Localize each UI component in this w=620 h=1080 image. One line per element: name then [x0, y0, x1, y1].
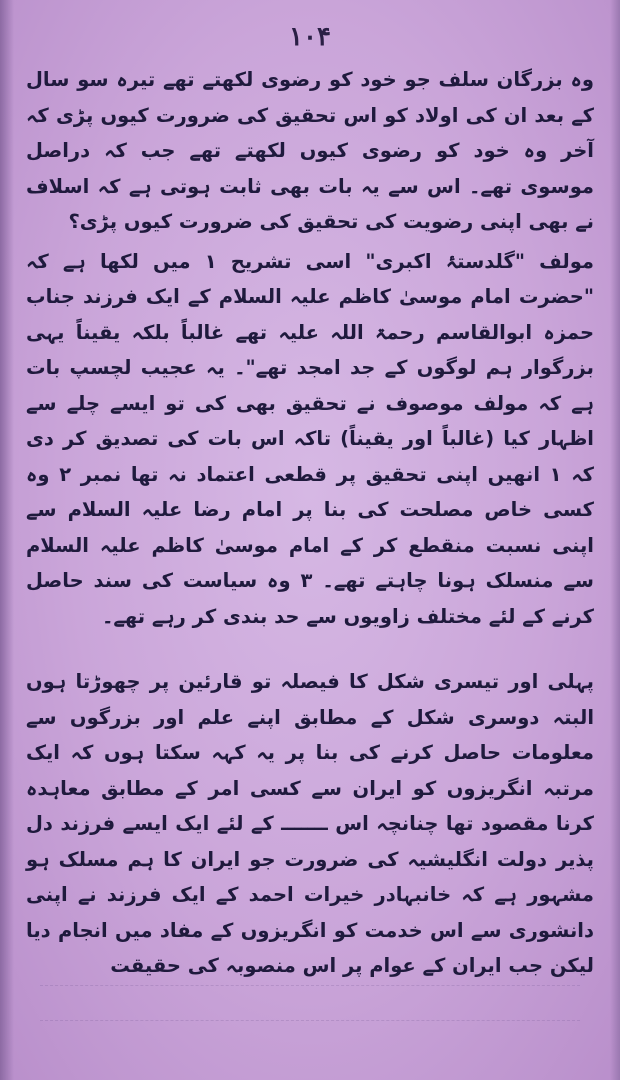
page-shadow-left: [0, 0, 14, 1080]
page-shadow-right: [610, 0, 620, 1080]
paragraph-1: وہ بزرگان سلف جو خود کو رضوی لکھتے تھے تیرہ سو سال کے بعد ان کی اولاد کو اس تحقیق کی ضرورت کیوں پڑی کہ آخر وہ خود کو رضوی کیوں لکھتے تھے جب کہ دراصل موسوی تھے۔ اس سے یہ بات بھی ثابت ہوتی ہے کہ اسلاف نے بھی اپنی رضویت کی تحقیق کی ضرورت کیوں پڑی؟: [26, 68, 594, 233]
page-number: ۱۰۴: [289, 22, 331, 52]
bleed-through-line: [40, 985, 580, 1004]
paragraph-2: مولف "گلدستۂ اکبری" اسی تشریح ۱ میں لکھا ہے کہ "حضرت امام موسیٰ کاظم علیہ السلام کے ایک فرزند جناب حمزہ ابوالقاسم رحمۃ اللہ علیہ تھے غالباً بلکہ یقیناً یہی بزرگوار ہم لوگوں کے جد امجد تھے"۔ یہ عجیب لچسپ بات ہے کہ مولف موصوف نے تحقیق بھی کی تو ایسے چلے سے اظہار کیا (غالباً اور یقیناً) تاکہ اس بات کی تصدیق کر دی کہ ۱ انھیں اپنی تحقیق پر قطعی اعتماد نہ تھا نمبر ۲ وہ کسی خاص مصلحت کی بنا پر امام رضا علیہ السلام سے اپنی نسبت منقطع کر کے امام موسیٰ کاظم علیہ السلام سے منسلک ہونا چاہتے تھے۔ ۳ وہ سیاست کی سند حاصل کرنے کے لئے مختلف زاویوں سے حد بندی کر رہے تھے۔: [26, 249, 594, 628]
paragraph-3: پہلی اور تیسری شکل کا فیصلہ تو قارئین پر چھوڑتا ہوں البتہ دوسری شکل کے مطابق اپنے علم اور بزرگوں سے معلومات حاصل کرنے کی بنا پر یہ کہہ سکتا ہوں کہ ایک مرتبہ انگریزوں کو ایران سے کسی امر کے مطابق معاہدہ کرنا مقصود تھا چنانچہ اس ـــــــ کے لئے ایک ایسے فرزند دل پذیر دولت انگلیشیہ کی ضرورت جو ایران کا ہم مسلک ہو مشہور ہے کہ خانبہادر خیرات احمد کے ایک فرزند نے اپنی دانشوری سے اس خدمت کو انگریزوں کے مفاد میں انجام دیا لیکن جب ایران کے عوام پر اس منصوبہ کی حقیقت: [26, 670, 594, 977]
bleed-through-line: [40, 1020, 580, 1039]
body-text: [26, 62, 594, 984]
